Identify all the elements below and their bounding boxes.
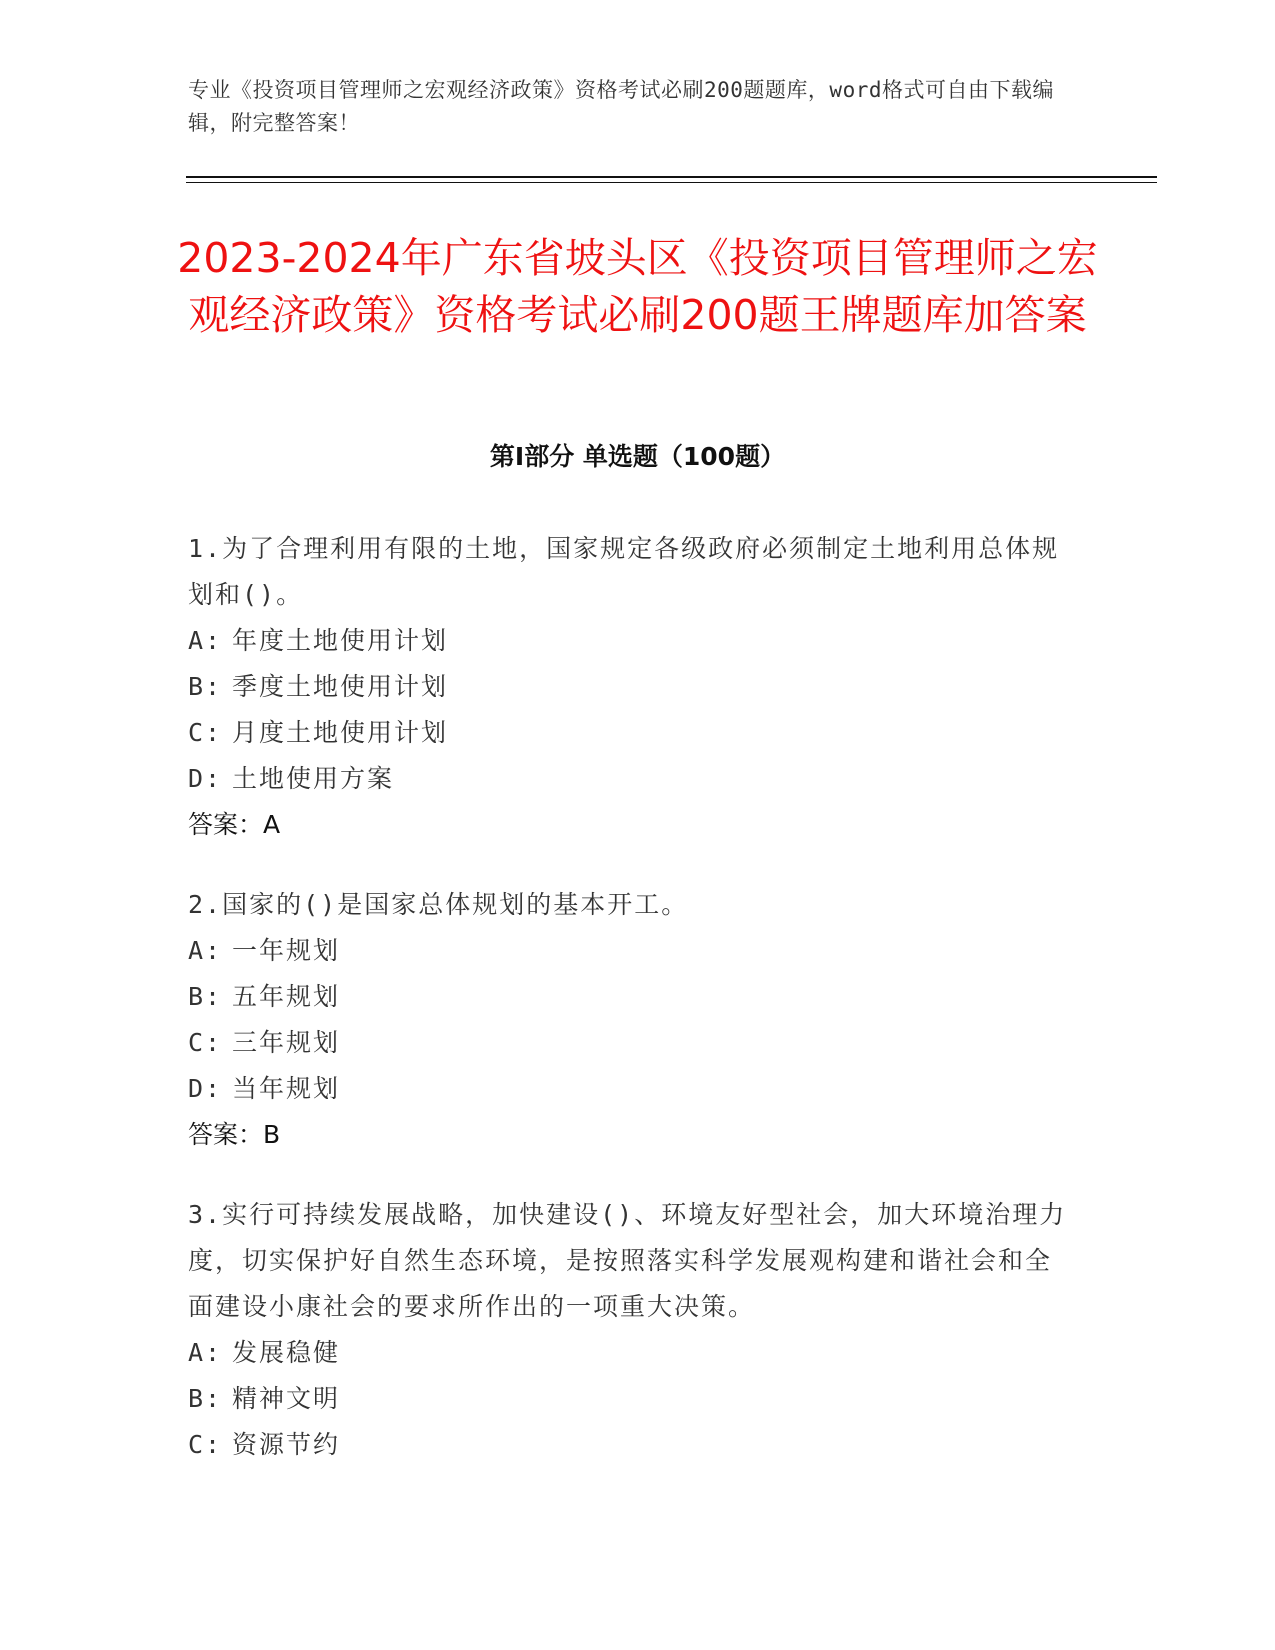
option-text: 季度土地使用计划 <box>232 672 449 701</box>
option-b <box>188 1376 1068 1422</box>
option-text: 五年规划 <box>232 982 341 1011</box>
option-text: 发展稳健 <box>232 1338 341 1367</box>
option-key: C: <box>188 718 223 747</box>
question-1 <box>188 526 1068 848</box>
document-title: 2023-2024年广东省坡头区《投资项目管理师之宏观经济政策》资格考试必刷200题王牌题库加答案 <box>177 234 1098 339</box>
option-text: 资源节约 <box>232 1430 341 1459</box>
option-key: A: <box>188 936 223 965</box>
answer-line: 答案：A <box>188 810 281 839</box>
header-note: 专业《投资项目管理师之宏观经济政策》资格考试必刷200题题库，word格式可自由下载编辑，附完整答案！ <box>188 78 1054 135</box>
option-text: 月度土地使用计划 <box>232 718 449 747</box>
option-c <box>188 1422 1068 1468</box>
option-key: C: <box>188 1028 223 1057</box>
option-key: A: <box>188 1338 223 1367</box>
option-b <box>188 974 1068 1020</box>
option-a <box>188 1330 1068 1376</box>
option-d <box>188 756 1068 802</box>
option-d <box>188 1066 1068 1112</box>
question-list <box>188 526 1068 1502</box>
question-stem: 1.为了合理利用有限的土地，国家规定各级政府必须制定土地利用总体规划和()。 <box>188 534 1060 609</box>
option-text: 年度土地使用计划 <box>232 626 449 655</box>
section-heading: 第Ⅰ部分 单选题（100题） <box>489 442 786 471</box>
header-divider-thin <box>186 182 1157 183</box>
option-b <box>188 664 1068 710</box>
option-c <box>188 1020 1068 1066</box>
question-2 <box>188 882 1068 1158</box>
option-a <box>188 618 1068 664</box>
option-key: D: <box>188 1074 223 1103</box>
option-text: 土地使用方案 <box>232 764 395 793</box>
option-key: B: <box>188 982 223 1011</box>
header-divider-thick <box>186 176 1157 178</box>
option-key: B: <box>188 672 223 701</box>
question-stem: 3.实行可持续发展战略，加快建设()、环境友好型社会，加大环境治理力度，切实保护好自然生态环境，是按照落实科学发展观构建和谐社会和全面建设小康社会的要求所作出的一项重大决策。 <box>188 1200 1067 1321</box>
option-text: 当年规划 <box>232 1074 341 1103</box>
option-a <box>188 928 1068 974</box>
option-text: 精神文明 <box>232 1384 341 1413</box>
option-text: 三年规划 <box>232 1028 341 1057</box>
option-key: D: <box>188 764 223 793</box>
question-stem: 2.国家的()是国家总体规划的基本开工。 <box>188 890 689 919</box>
question-3 <box>188 1192 1068 1468</box>
option-key: A: <box>188 626 223 655</box>
option-c <box>188 710 1068 756</box>
option-text: 一年规划 <box>232 936 341 965</box>
option-key: C: <box>188 1430 223 1459</box>
option-key: B: <box>188 1384 223 1413</box>
answer-line: 答案：B <box>188 1120 281 1149</box>
